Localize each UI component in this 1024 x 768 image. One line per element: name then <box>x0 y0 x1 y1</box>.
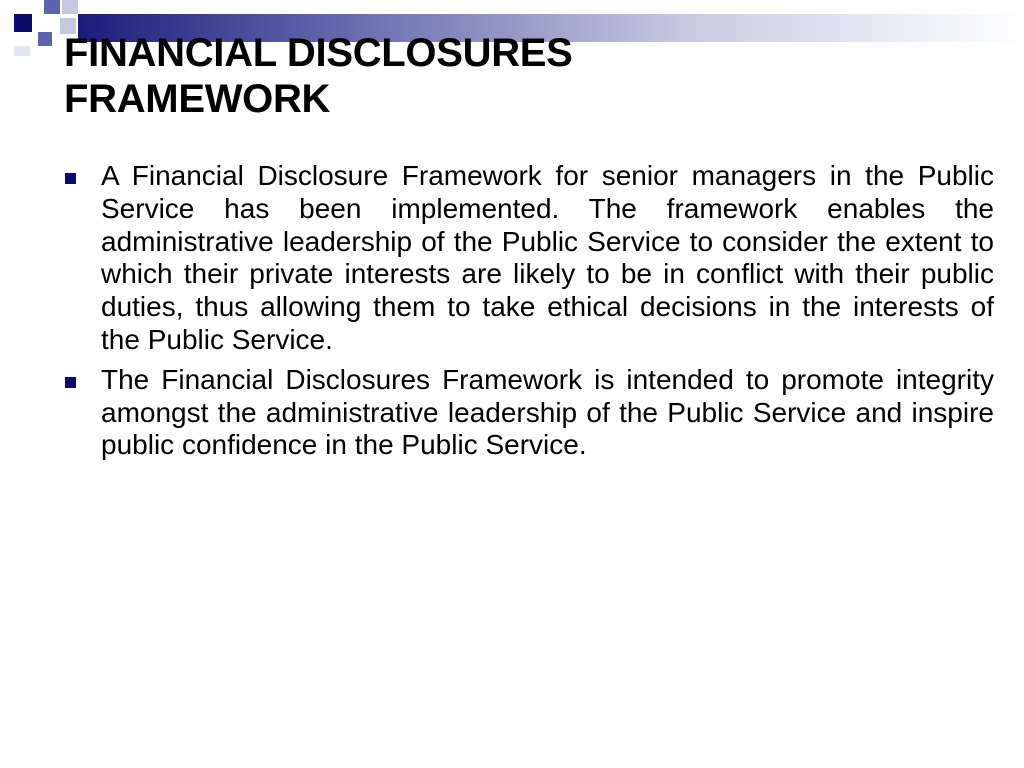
decor-square-icon <box>14 14 32 32</box>
decor-square-icon <box>44 0 60 14</box>
decor-square-icon <box>62 0 78 14</box>
decor-square-icon <box>38 32 52 46</box>
slide-title-line: FRAMEWORK <box>64 77 331 121</box>
square-bullet-icon <box>65 173 76 184</box>
bullet-text: The Financial Disclosures Framework is intended to promote integrity amongst the administrative leadership of the Public Service and inspire public confidence in the Public Service. <box>101 363 994 461</box>
bullet-item <box>62 364 994 462</box>
square-bullet-icon <box>65 377 76 388</box>
decor-square-icon <box>14 46 30 56</box>
bullet-text: A Financial Disclosure Framework for senior managers in the Public Service has been implemented. The framework enables the administrative leadership of the Public Service to consider the extent to which their private interests are likely to be in conflict with their public duties, thus allowing them to take ethical decisions in the interests of the Public Service. <box>101 160 994 355</box>
slide-title-line: FINANCIAL DISCLOSURES <box>64 31 573 75</box>
bullet-list <box>62 160 994 469</box>
bullet-item <box>62 160 994 357</box>
slide-title <box>64 30 964 122</box>
